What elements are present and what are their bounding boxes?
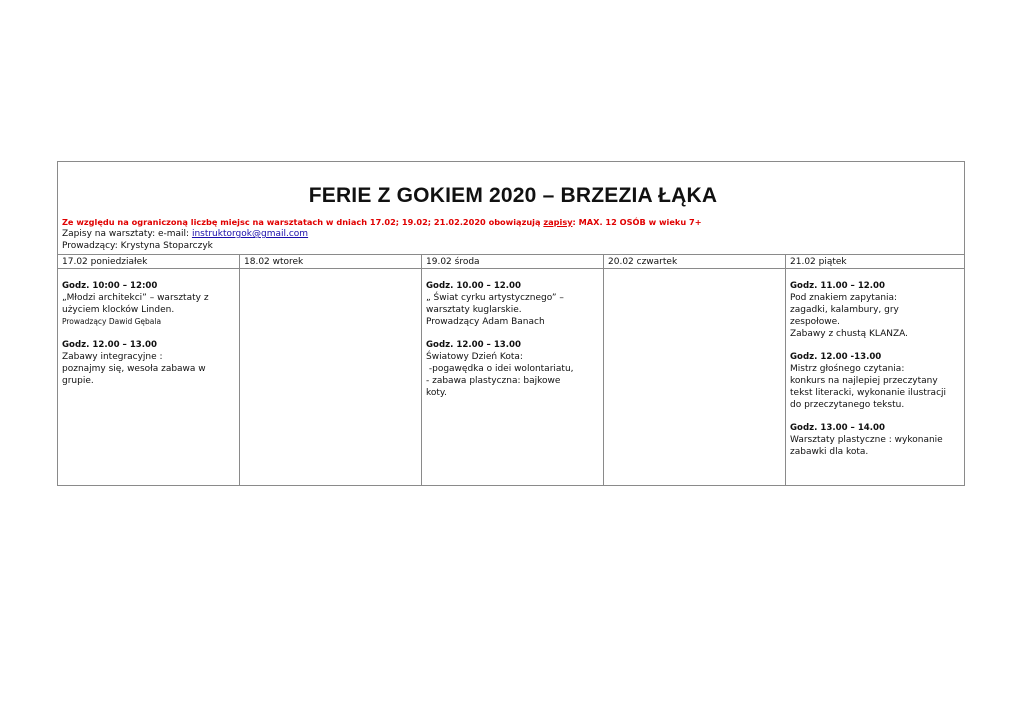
activity-time: Godz. 11.00 – 12.00 bbox=[790, 281, 886, 291]
activity-description: Zabawy z chustą KLANZA. bbox=[790, 329, 909, 339]
activity-time: Godz. 12.00 – 13.00 bbox=[62, 340, 158, 350]
activity-block bbox=[790, 422, 960, 458]
notice-limit: : MAX. 12 OSÓB w wieku 7+ bbox=[572, 217, 702, 227]
host-line: Prowadzący: Krystyna Stoparczyk bbox=[62, 241, 213, 251]
day-header: 20.02 czwartek bbox=[604, 255, 785, 269]
activity-description: Prowadzący Adam Banach bbox=[426, 317, 545, 327]
day-header: 18.02 wtorek bbox=[240, 255, 421, 269]
day-header: 19.02 środa bbox=[422, 255, 603, 269]
day-content bbox=[240, 269, 421, 485]
notice-text: Ze względu na ograniczoną liczbę miejsc na warsztatach w dniach 17.02; 19.02; 21.02.2020 obowiązują bbox=[62, 217, 544, 227]
activity-description: Światowy Dzień Kota: bbox=[426, 352, 523, 362]
day-content bbox=[786, 269, 964, 485]
activity-block bbox=[62, 280, 235, 328]
activity-time: Godz. 12.00 -13.00 bbox=[790, 352, 882, 362]
activity-time: Godz. 12.00 – 13.00 bbox=[426, 340, 522, 350]
registration-notice bbox=[62, 216, 964, 228]
activity-block bbox=[426, 280, 599, 328]
activity-block bbox=[790, 351, 960, 411]
day-column bbox=[786, 255, 964, 485]
activity-description: do przeczytanego tekstu. bbox=[790, 400, 905, 410]
activity-time: Godz. 10.00 – 12.00 bbox=[426, 281, 522, 291]
day-content bbox=[422, 269, 603, 485]
signup-line bbox=[62, 228, 964, 240]
activity-description: - zabawa plastyczna: bajkowe bbox=[426, 376, 561, 386]
day-content bbox=[58, 269, 239, 485]
activity-description: grupie. bbox=[62, 376, 94, 386]
signup-label: Zapisy na warsztaty: e-mail: bbox=[62, 229, 192, 239]
signup-email-link[interactable]: instruktorgok@gmail.com bbox=[191, 229, 309, 239]
activity-description: -pogawędka o idei wolontariatu, bbox=[426, 364, 574, 374]
activity-block bbox=[62, 339, 235, 387]
activity-block bbox=[426, 339, 599, 399]
activity-description: Mistrz głośnego czytania: bbox=[790, 364, 905, 374]
schedule-grid bbox=[58, 255, 964, 485]
activity-description: warsztaty kuglarskie. bbox=[426, 305, 522, 315]
activity-description: zagadki, kalambury, gry bbox=[790, 305, 899, 315]
activity-description: „ Świat cyrku artystycznego” – bbox=[426, 293, 564, 303]
day-column bbox=[604, 255, 786, 485]
activity-description: Zabawy integracyjne : bbox=[62, 352, 163, 362]
day-column bbox=[240, 255, 422, 485]
schedule-document bbox=[57, 161, 965, 486]
day-header: 17.02 poniedziałek bbox=[58, 255, 239, 269]
day-column bbox=[422, 255, 604, 485]
activity-description: użyciem klocków Linden. bbox=[62, 305, 175, 315]
activity-block bbox=[790, 280, 960, 340]
page-title: FERIE Z GOKIEM 2020 – BRZEZIA ŁĄKA bbox=[308, 184, 718, 207]
day-column bbox=[58, 255, 240, 485]
document-header bbox=[58, 162, 964, 255]
activity-description: zabawki dla kota. bbox=[790, 447, 869, 457]
activity-description: konkurs na najlepiej przeczytany bbox=[790, 376, 938, 386]
activity-time: Godz. 13.00 – 14.00 bbox=[790, 423, 886, 433]
activity-description: poznajmy się, wesoła zabawa w bbox=[62, 364, 206, 374]
activity-description: „Młodzi architekci” – warsztaty z bbox=[62, 293, 209, 303]
activity-description: Warsztaty plastyczne : wykonanie bbox=[790, 435, 943, 445]
activity-description: koty. bbox=[426, 388, 447, 398]
day-content bbox=[604, 269, 785, 485]
day-header: 21.02 piątek bbox=[786, 255, 964, 269]
activity-host: Prowadzący Dawid Gębala bbox=[62, 317, 162, 326]
activity-description: zespołowe. bbox=[790, 317, 840, 327]
activity-time: Godz. 10:00 – 12:00 bbox=[62, 281, 158, 291]
notice-underlined: zapisy bbox=[543, 217, 573, 227]
activity-description: tekst literacki, wykonanie ilustracji bbox=[790, 388, 947, 398]
activity-description: Pod znakiem zapytania: bbox=[790, 293, 898, 303]
